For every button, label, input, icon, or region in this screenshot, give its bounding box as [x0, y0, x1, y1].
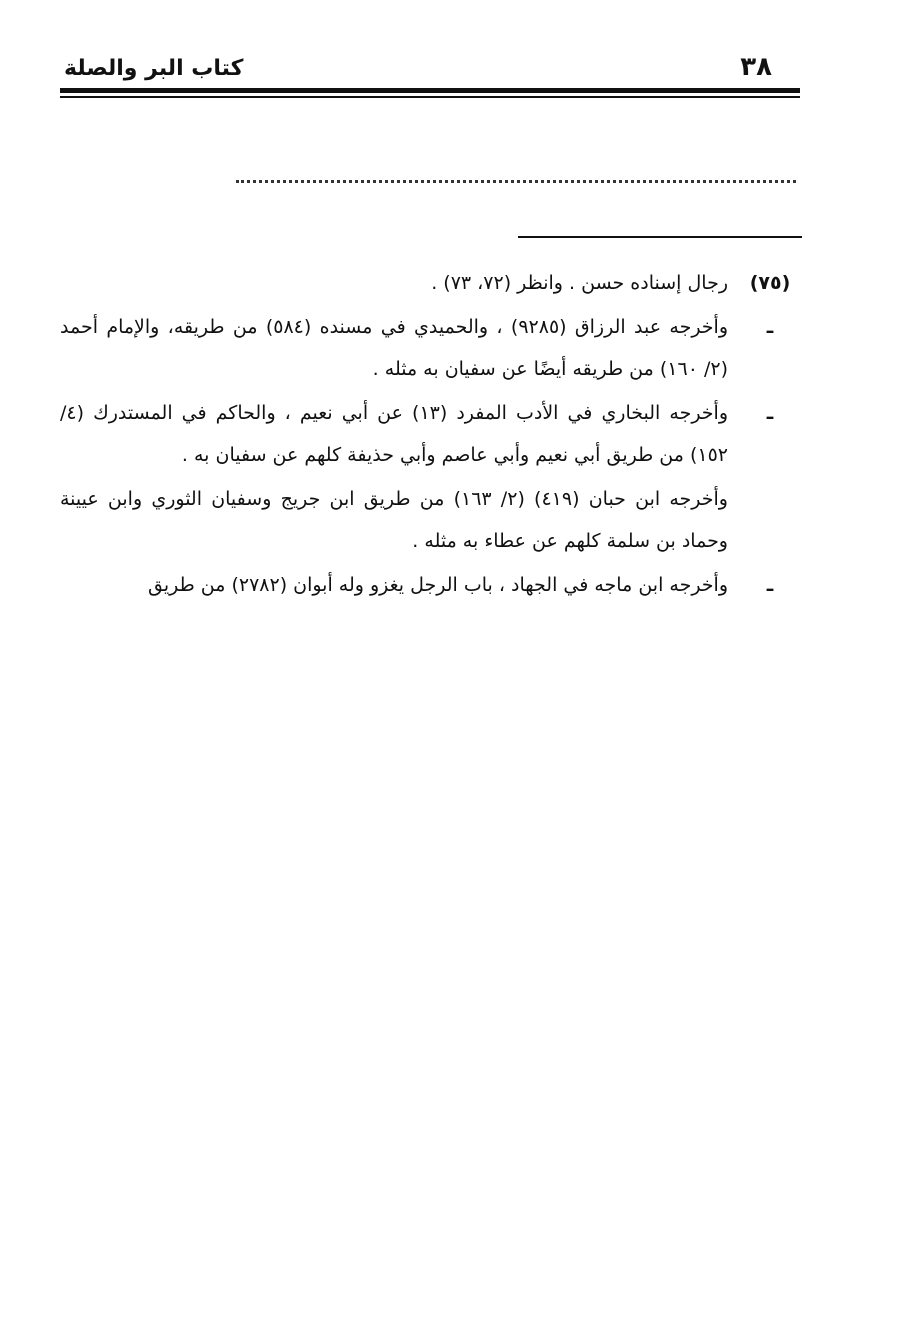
footnote-item [60, 306, 800, 390]
running-title: كتاب البر والصلة [64, 56, 244, 81]
footnote-text: وأخرجه البخاري في الأدب المفرد (١٣) عن أبي نعيم ، والحاكم في المستدرك (٤/ ١٥٢) من طريق أبي نعيم وأبي عاصم وأبي حذيفة كلهم عن سفيان به . [60, 402, 728, 466]
footnote-text: رجال إسناده حسن . وانظر (٧٢، ٧٣) . [431, 272, 728, 294]
page-number: ٣٨ [740, 52, 772, 82]
footnotes [60, 262, 800, 608]
header-rule-thick [60, 88, 800, 93]
footnote-item [60, 478, 800, 562]
footnote-number: (٧٥) [749, 272, 791, 294]
footnote-75 [60, 262, 800, 304]
header-rule-thin [60, 96, 800, 98]
page-header [60, 52, 800, 88]
footnote-text: وأخرجه ابن حبان (٤١٩) (٢/ ١٦٣) من طريق ابن جريج وسفيان الثوري وابن عيينة وحماد بن سلمة كلهم عن عطاء به مثله . [60, 488, 728, 552]
footnote-item [60, 564, 800, 606]
footnote-text: وأخرجه عبد الرزاق (٩٢٨٥) ، والحميدي في مسنده (٥٨٤) من طريقه، والإمام أحمد (٢/ ١٦٠) من طريقه أيضًا عن سفيان به مثله . [60, 316, 728, 380]
footnote-rule [518, 236, 802, 238]
dotted-separator [236, 180, 796, 183]
dash-marker: ـ [766, 402, 774, 424]
footnote-item [60, 392, 800, 476]
dash-marker: ـ [766, 316, 774, 338]
dash-marker: ـ [766, 574, 774, 596]
footnote-text: وأخرجه ابن ماجه في الجهاد ، باب الرجل يغزو وله أبوان (٢٧٨٢) من طريق [147, 574, 728, 596]
